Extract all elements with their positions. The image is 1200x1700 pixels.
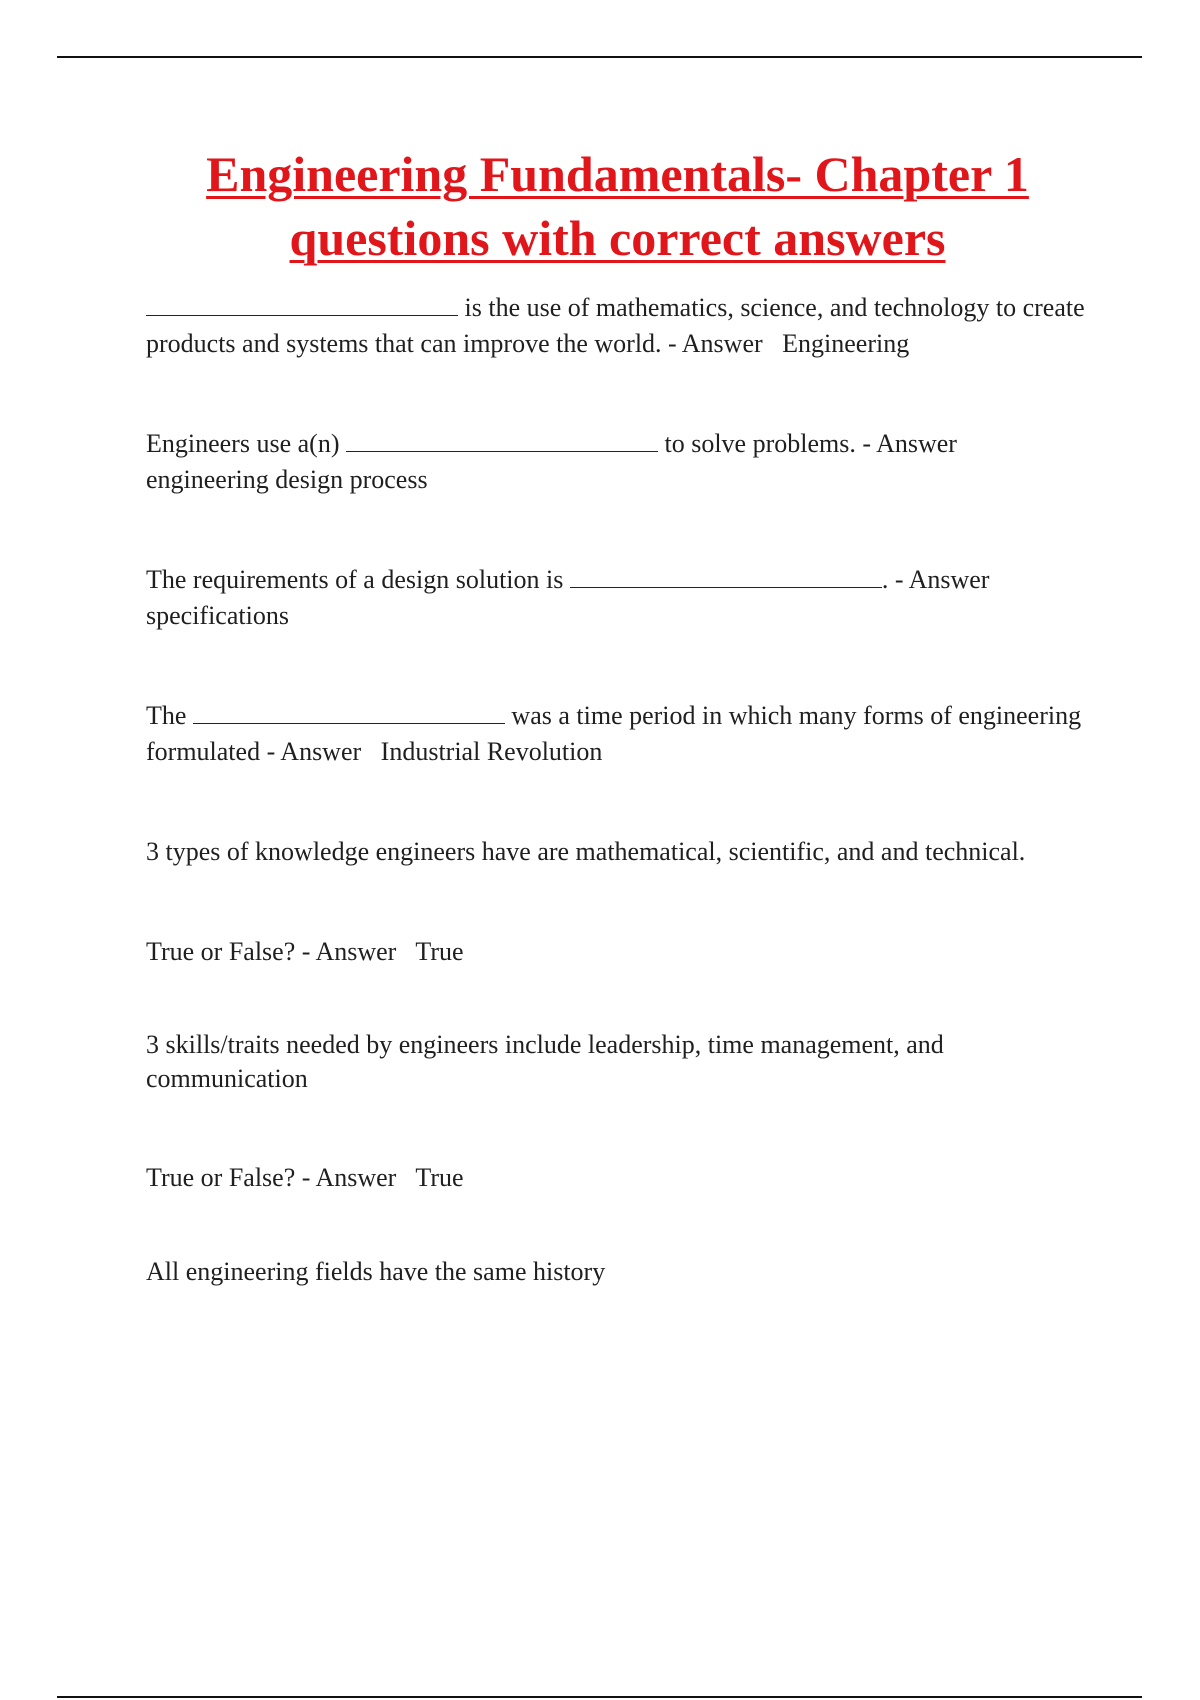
document-body [146,290,1086,1290]
fill-in-blank [193,701,505,724]
statement-text: 3 types of knowledge engineers have are mathematical, scientific, and and technical. [146,837,1026,866]
title-line-2: questions with correct answers [289,210,946,266]
answer-text: True [415,937,464,966]
fill-in-blank [146,293,458,316]
statement-text: All engineering fields have the same history [146,1257,606,1286]
question-text: is the use of mathematics, science, and technology to create products and systems that can improve the world. - Answer [146,293,1085,358]
question-text: to solve problems. - Answer [657,429,957,458]
true-false-item [146,934,1086,970]
answer-text: specifications [146,601,289,630]
document-title [100,142,1135,270]
fill-in-blank [346,429,658,452]
title-line-1: Engineering Fundamentals- Chapter 1 [206,146,1029,202]
answer-text: True [415,1163,464,1192]
qa-item [146,698,1086,770]
qa-item [146,290,1086,362]
fill-in-blank [570,565,882,588]
question-prefix: The requirements of a design solution is [146,565,570,594]
qa-item [146,562,1086,634]
answer-text: Engineering [782,329,910,358]
statement-text: 3 skills/traits needed by engineers include leadership, time management, and communication [146,1030,944,1093]
question-prefix: The [146,701,193,730]
question-text: True or False? - Answer [146,937,397,966]
question-prefix: Engineers use a(n) [146,429,346,458]
bottom-rule [57,1696,1142,1698]
question-text: True or False? - Answer [146,1163,397,1192]
question-text: . - Answer [881,565,990,594]
true-false-item [146,1160,1086,1196]
qa-item [146,426,1086,498]
answer-text: Industrial Revolution [380,737,603,766]
top-rule [57,56,1142,58]
question-text: was a time period in which many forms of engineering formulated - Answer [146,701,1082,766]
answer-text: engineering design process [146,465,428,494]
